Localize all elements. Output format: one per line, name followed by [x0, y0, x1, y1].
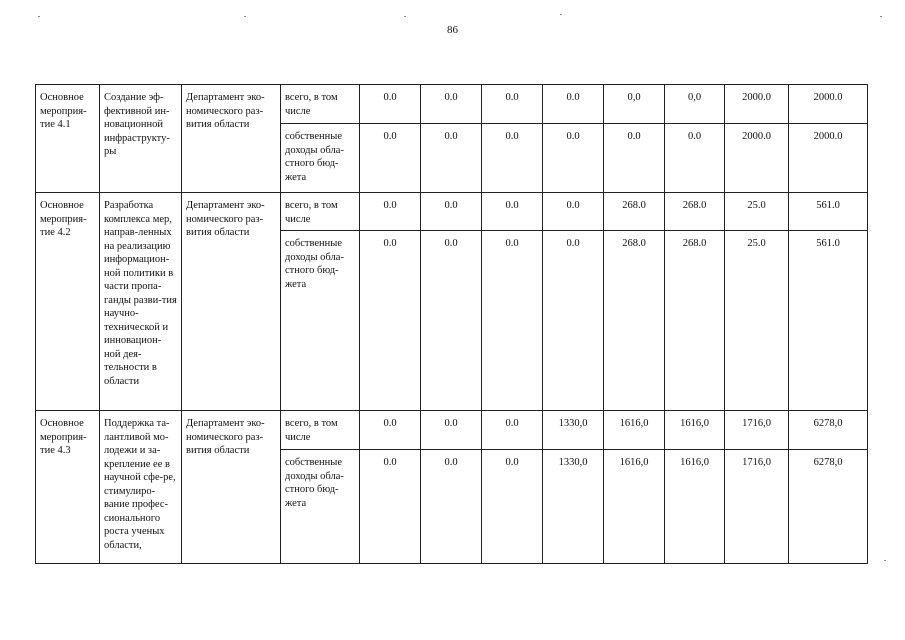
- executor-cell: Департамент эко-номического раз-вития области: [182, 85, 281, 193]
- value-cell: 0.0: [360, 193, 421, 231]
- value-cell: 0.0: [543, 193, 604, 231]
- value-cell: 1330,0: [543, 450, 604, 564]
- funding-source-cell: собственные доходы обла-стного бюд-жета: [281, 231, 360, 411]
- value-cell: 1616,0: [665, 411, 725, 450]
- table-row: [36, 193, 868, 231]
- executor-cell: Департамент эко-номического раз-вития области: [182, 411, 281, 564]
- value-cell: 0.0: [421, 85, 482, 124]
- value-cell: 1616,0: [604, 450, 665, 564]
- value-cell: 0,0: [604, 85, 665, 124]
- value-cell: 0.0: [482, 124, 543, 193]
- value-cell: 2000.0: [789, 85, 868, 124]
- page-number: 86: [447, 24, 458, 36]
- value-cell: 0.0: [360, 450, 421, 564]
- table-row: [36, 85, 868, 124]
- value-cell: 0.0: [482, 411, 543, 450]
- value-cell: 0.0: [360, 124, 421, 193]
- executor-cell: Департамент эко-номического раз-вития области: [182, 193, 281, 411]
- value-cell: 0.0: [421, 450, 482, 564]
- value-cell: 0.0: [665, 124, 725, 193]
- value-cell: 0.0: [482, 231, 543, 411]
- value-cell: 0.0: [482, 450, 543, 564]
- value-cell: 0.0: [360, 231, 421, 411]
- value-cell: 268.0: [665, 231, 725, 411]
- value-cell: 25.0: [725, 193, 789, 231]
- activity-cell: Основное мероприя-тие 4.2: [36, 193, 100, 411]
- value-cell: 0.0: [360, 411, 421, 450]
- value-cell: 2000.0: [789, 124, 868, 193]
- value-cell: 268.0: [604, 231, 665, 411]
- activity-cell: Основное мероприя-тие 4.1: [36, 85, 100, 193]
- activity-cell: Основное мероприя-тие 4.3: [36, 411, 100, 564]
- value-cell: 0.0: [543, 231, 604, 411]
- funding-source-cell: всего, в том числе: [281, 193, 360, 231]
- value-cell: 561.0: [789, 231, 868, 411]
- value-cell: 2000.0: [725, 124, 789, 193]
- funding-source-cell: собственные доходы обла-стного бюд-жета: [281, 450, 360, 564]
- value-cell: 0.0: [421, 193, 482, 231]
- value-cell: 6278,0: [789, 411, 868, 450]
- value-cell: 1616,0: [665, 450, 725, 564]
- value-cell: 0.0: [604, 124, 665, 193]
- activity-name-cell: Создание эф-фективной ин-новационной инфраструкту-ры: [100, 85, 182, 193]
- value-cell: 6278,0: [789, 450, 868, 564]
- funding-source-cell: всего, в том числе: [281, 85, 360, 124]
- value-cell: 268.0: [665, 193, 725, 231]
- value-cell: 0.0: [543, 124, 604, 193]
- value-cell: 0.0: [482, 85, 543, 124]
- value-cell: 1716,0: [725, 450, 789, 564]
- value-cell: 2000.0: [725, 85, 789, 124]
- funding-source-cell: собственные доходы обла-стного бюд-жета: [281, 124, 360, 193]
- value-cell: 1330,0: [543, 411, 604, 450]
- funding-source-cell: всего, в том числе: [281, 411, 360, 450]
- value-cell: 0.0: [421, 124, 482, 193]
- value-cell: 0.0: [421, 231, 482, 411]
- value-cell: 268.0: [604, 193, 665, 231]
- value-cell: 0.0: [360, 85, 421, 124]
- budget-table: [35, 84, 868, 564]
- value-cell: 0.0: [482, 193, 543, 231]
- value-cell: 0.0: [543, 85, 604, 124]
- value-cell: 1616,0: [604, 411, 665, 450]
- table-row: [36, 411, 868, 450]
- activity-name-cell: Разработка комплекса мер, направ-ленных на реализацию информацион-ной политики в части пропа-ганды разви-тия научно-технической и инновацион-ной дея-тельности в области: [100, 193, 182, 411]
- value-cell: 0,0: [665, 85, 725, 124]
- value-cell: 561.0: [789, 193, 868, 231]
- value-cell: 1716,0: [725, 411, 789, 450]
- value-cell: 25.0: [725, 231, 789, 411]
- activity-name-cell: Поддержка та-лантливой мо-лодежи и за-крепление ее в научной сфе-ре, стимулиро-вание профес-сионального роста ученых области,: [100, 411, 182, 564]
- value-cell: 0.0: [421, 411, 482, 450]
